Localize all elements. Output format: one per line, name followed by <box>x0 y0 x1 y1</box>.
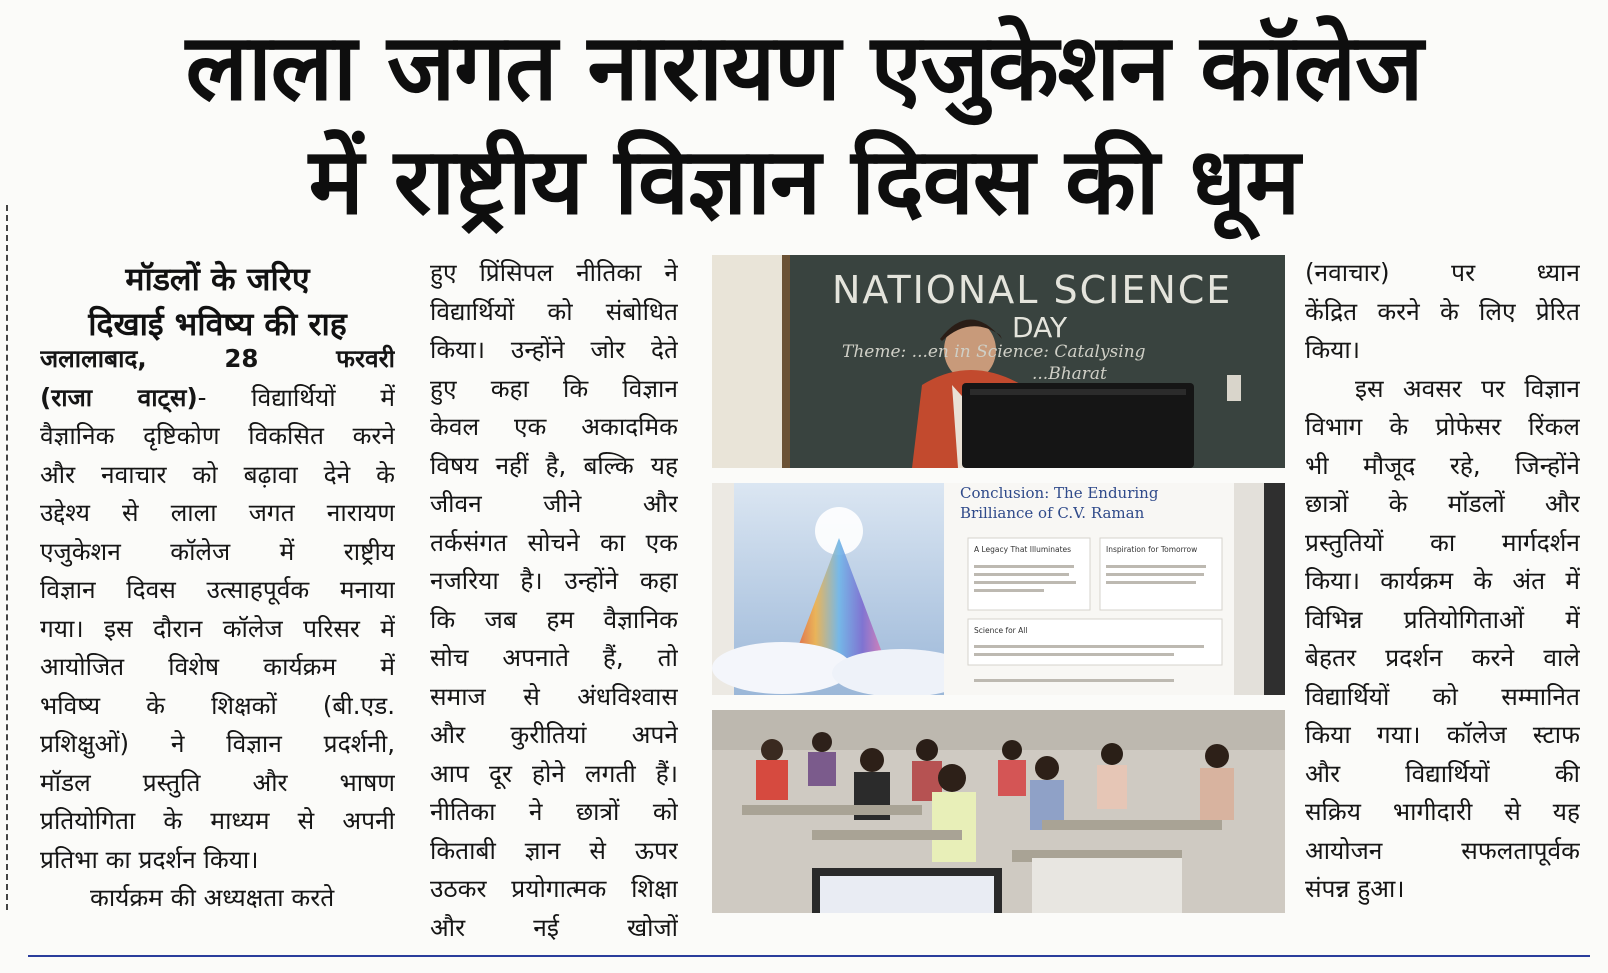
slide-title: Conclusion: The Enduring Brilliance of C.V. Raman <box>960 484 1159 522</box>
text-line: भी मौजूद रहे, जिन्होंने <box>1305 450 1580 480</box>
text-line: और कुरीतियां अपने <box>430 720 678 749</box>
text-line: भविष्य के शिक्षकों (बी.एड. <box>40 690 395 720</box>
text-line: सक्रिय भागीदारी से यह <box>1305 797 1580 826</box>
article-column-1 <box>40 340 395 918</box>
subheadline-line-2: दिखाई भविष्य की राह <box>88 305 347 343</box>
board-text-2: DAY <box>1012 311 1068 344</box>
text-line: विषय नहीं है, बल्कि यह <box>430 450 678 480</box>
text-line: समाज से अंधविश्वास <box>430 681 678 711</box>
text-line: आयोजन सफलतापूर्वक <box>1305 835 1580 865</box>
text-line: कि जब हम वैज्ञानिक <box>430 604 678 634</box>
text-line: (राजा वाट्स)- विद्यार्थियों में <box>40 382 395 412</box>
text-line: इस अवसर पर विज्ञान <box>1355 373 1580 403</box>
text-line: किया गया। कॉलेज स्टाफ <box>1305 720 1580 749</box>
text-line: प्रस्तुतियों का मार्गदर्शन <box>1305 527 1580 557</box>
text-line: और नवाचार को बढ़ावा देने के <box>40 459 395 489</box>
slide-card-3-title: Science for All <box>974 626 1028 635</box>
text-line: जीवन जीने और <box>430 489 678 518</box>
text-line: मॉडल प्रस्तुति और भाषण <box>40 767 395 797</box>
slide-card-2-title: Inspiration for Tomorrow <box>1106 545 1198 554</box>
text-line: आयोजित विशेष कार्यक्रम में <box>40 652 395 681</box>
text-line: प्रतिभा का प्रदर्शन किया। <box>40 844 259 874</box>
text-line: संपन्न हुआ। <box>1305 874 1405 903</box>
text-line: गया। इस दौरान कॉलेज परिसर में <box>40 613 395 643</box>
text-line: नजरिया है। उन्होंने कहा <box>430 566 678 595</box>
text-line: विद्यार्थियों को सम्मानित <box>1305 681 1580 711</box>
subheadline-line-1: मॉडलों के जरिए <box>125 260 310 298</box>
article-column-2 <box>430 254 678 947</box>
text-line: उठकर प्रयोगात्मक शिक्षा <box>430 874 678 903</box>
text-line: किया। कार्यक्रम के अंत में <box>1305 566 1580 595</box>
text-line: वैज्ञानिक दृष्टिकोण विकसित करने <box>40 421 395 450</box>
text-line: विभिन्न प्रतियोगिताओं में <box>1305 604 1580 634</box>
text-line: एजुकेशन कॉलेज में राष्ट्रीय <box>40 536 395 566</box>
photo-principal-speaking <box>712 255 1285 468</box>
headline-line-1: लाला जगत नारायण एजुकेशन कॉलेज <box>185 14 1423 121</box>
board-text-1: NATIONAL SCIENCE <box>832 268 1233 312</box>
text-line: (नवाचार) पर ध्यान <box>1305 258 1580 287</box>
text-line: और विद्यार्थियों की <box>1305 758 1580 788</box>
text-line: हुए कहा कि विज्ञान <box>430 373 678 403</box>
text-line: और नई खोजों <box>430 912 678 942</box>
text-line: सोच अपनाते हैं, तो <box>430 643 678 672</box>
text-line: केंद्रित करने के लिए प्रेरित <box>1305 296 1580 326</box>
column-divider <box>6 205 10 910</box>
photo-presentation-slide <box>712 483 1285 695</box>
text-line: किया। उन्होंने जोर देते <box>430 335 678 364</box>
slide-card-1-title: A Legacy That Illuminates <box>974 545 1072 554</box>
article-column-4 <box>1305 254 1580 909</box>
headline-line-2: में राष्ट्रीय विज्ञान दिवस की धूम <box>308 128 1300 235</box>
text-line: केवल एक अकादमिक <box>430 412 678 441</box>
text-line: नीतिका ने छात्रों को <box>430 797 678 826</box>
text-line: बेहतर प्रदर्शन करने वाले <box>1305 643 1580 672</box>
bottom-border <box>28 955 1590 957</box>
text-line: कार्यक्रम की अध्यक्षता करते <box>90 883 335 912</box>
text-line: छात्रों के मॉडलों और <box>1305 489 1580 518</box>
text-line: किताबी ज्ञान से ऊपर <box>430 835 678 865</box>
text-line: विभाग के प्रोफेसर रिंकल <box>1305 412 1580 441</box>
text-line: उद्देश्य से लाला जगत नारायण <box>40 498 395 527</box>
text-line: किया। <box>1305 335 1361 364</box>
text-line: विज्ञान दिवस उत्साहपूर्वक मनाया <box>40 575 395 604</box>
board-text-4: ...Bharat <box>1032 364 1107 384</box>
text-line: विद्यार्थियों को संबोधित <box>430 296 678 326</box>
photo-students-audience <box>712 710 1285 913</box>
text-line: प्रशिक्षुओं) ने विज्ञान प्रदर्शनी, <box>40 729 395 758</box>
board-text-3: Theme: ...en in Science: Catalysing <box>842 342 1146 362</box>
text-line: तर्कसंगत सोचने का एक <box>430 527 678 557</box>
text-line: हुए प्रिंसिपल नीतिका ने <box>430 258 678 287</box>
text-line: आप दूर होने लगती हैं। <box>430 758 678 788</box>
text-line: प्रतियोगिता के माध्यम से अपनी <box>40 806 395 835</box>
dateline: जलालाबाद, 28 फरवरी <box>40 344 395 373</box>
